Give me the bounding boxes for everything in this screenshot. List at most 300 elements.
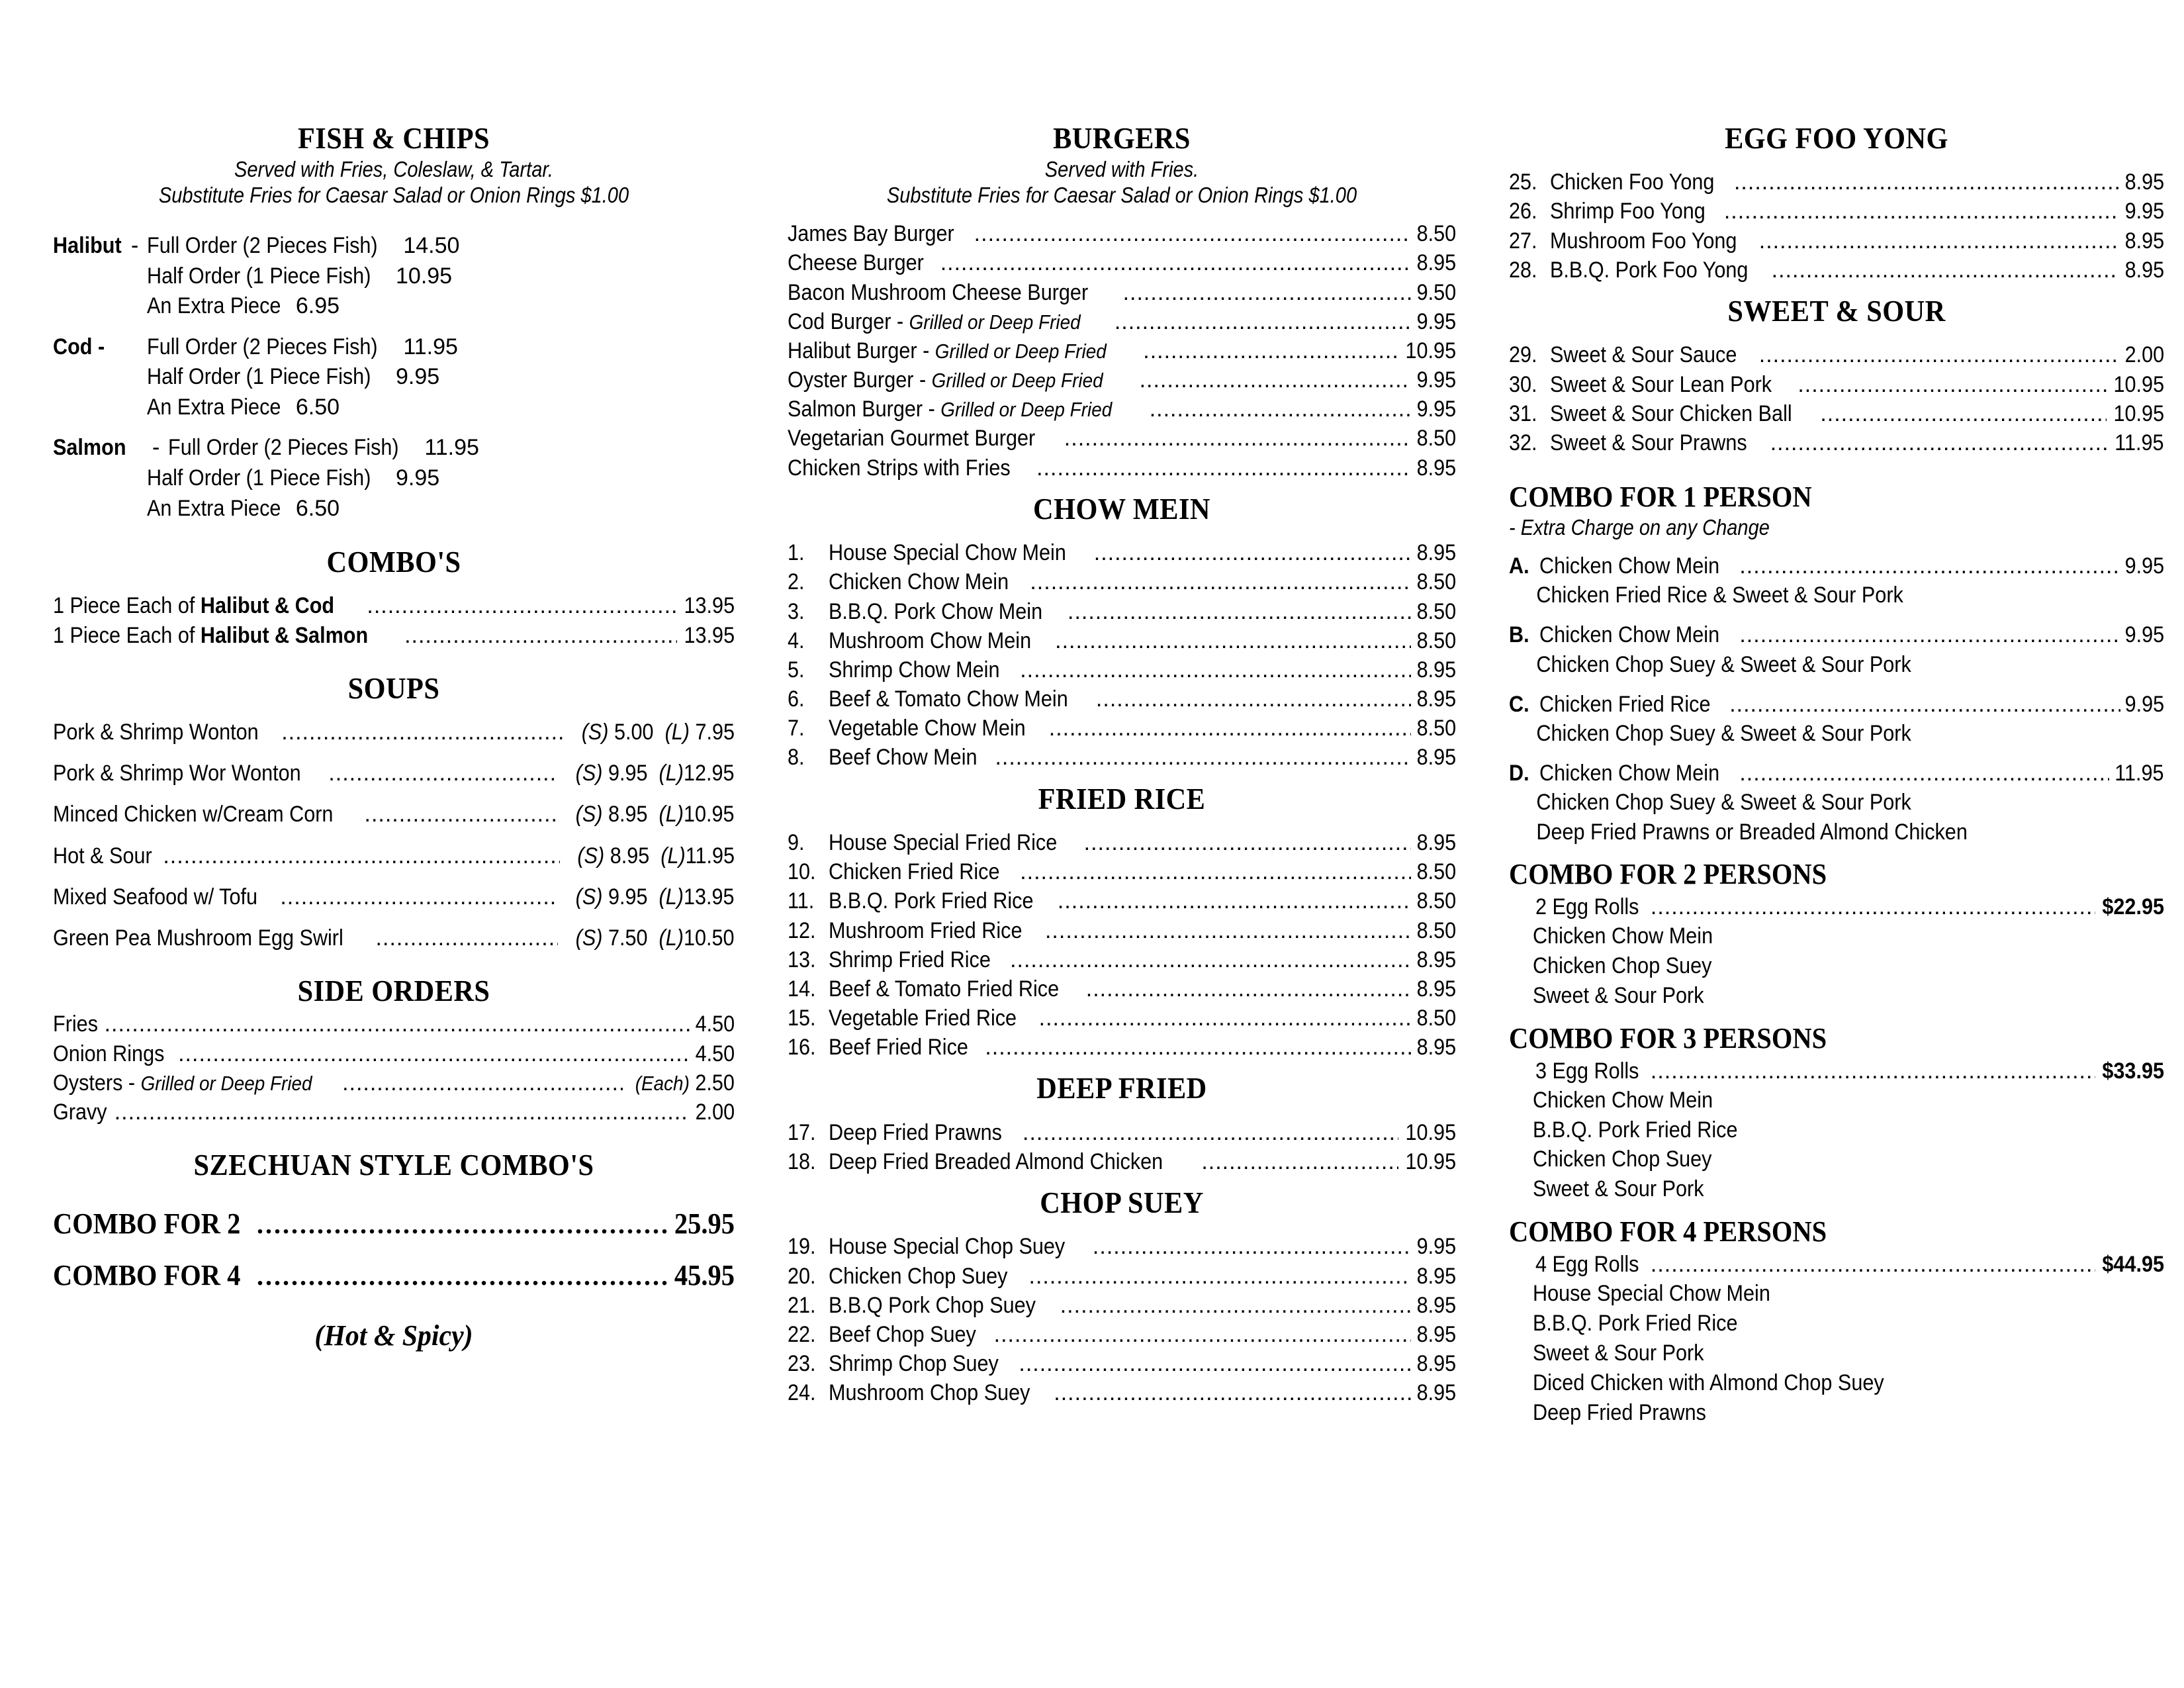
- menu-row[interactable]: [53, 393, 735, 423]
- dot-leader: [1797, 370, 2107, 399]
- item-label: Chicken Fried Rice: [829, 859, 1000, 885]
- item-label: Gravy: [53, 1100, 107, 1125]
- menu-row[interactable]: [1509, 1056, 2164, 1086]
- item-label: Cheese Burger: [788, 250, 924, 276]
- menu-row[interactable]: [1509, 551, 2164, 581]
- item-price: 4.50: [695, 1041, 735, 1066]
- dash: -: [131, 233, 139, 259]
- item-number: 10.: [788, 859, 816, 885]
- dot-leader: [257, 1209, 669, 1241]
- dot-leader: [163, 841, 560, 870]
- menu-row[interactable]: [53, 433, 735, 463]
- item-price: 9.95: [396, 465, 440, 491]
- item-prices: (S) 5.00 (L) 7.95: [581, 720, 735, 745]
- combo-detail-line: Chicken Chop Suey & Sweet & Sour Pork: [1536, 790, 1911, 816]
- item-label: Vegetarian Gourmet Burger: [788, 426, 1036, 451]
- menu-row[interactable]: [788, 453, 1456, 483]
- item-label: Beef & Tomato Chow Mein: [829, 686, 1068, 712]
- item-price: 4.50: [695, 1011, 735, 1037]
- item-price: (Each) 2.50: [635, 1070, 735, 1096]
- dot-leader: [1140, 365, 1411, 395]
- item-label: Mushroom Foo Yong: [1550, 228, 1737, 254]
- menu-row[interactable]: [788, 567, 1456, 596]
- dot-leader: [1096, 684, 1411, 714]
- menu-row[interactable]: [788, 1378, 1456, 1407]
- item-label: 3 Egg Rolls: [1535, 1058, 1639, 1084]
- item-price: 9.95: [1416, 367, 1456, 393]
- dot-leader: [1045, 916, 1411, 945]
- item-label: Chicken Fried Rice: [1539, 691, 1711, 717]
- item-price: 6.95: [295, 293, 340, 319]
- combo-detail-line: Diced Chicken with Almond Chop Suey: [1533, 1370, 1884, 1396]
- dot-leader: [940, 248, 1411, 277]
- menu-row[interactable]: [788, 1320, 1456, 1349]
- combo-letter: A.: [1509, 553, 1529, 579]
- item-label: Full Order (2 Pieces Fish): [168, 435, 399, 461]
- item-price: 11.95: [2115, 761, 2164, 786]
- item-label: Half Order (1 Piece Fish): [147, 465, 371, 491]
- item-label: 4 Egg Rolls: [1535, 1252, 1639, 1278]
- menu-row[interactable]: [788, 684, 1456, 714]
- item-price: 13.95: [684, 593, 735, 619]
- menu-row[interactable]: [1509, 399, 2164, 428]
- section-heading-combo-for-4-persons: COMBO FOR 4 PERSONS: [1509, 1215, 1827, 1248]
- item-label: Shrimp Fried Rice: [829, 947, 991, 972]
- item-price: 13.95: [684, 622, 735, 648]
- item-number: 23.: [788, 1351, 816, 1377]
- item-price: 8.95: [1416, 1351, 1456, 1377]
- dot-leader: [1084, 828, 1411, 857]
- dot-leader: [280, 882, 558, 912]
- menu-row[interactable]: [53, 494, 735, 524]
- combo-letter: B.: [1509, 622, 1529, 648]
- item-price: 8.50: [1416, 859, 1456, 885]
- fish-group-salmon: [53, 433, 735, 524]
- dot-leader: [1019, 1349, 1410, 1378]
- item-price: 10.95: [396, 263, 453, 289]
- dot-leader: [1123, 278, 1411, 307]
- menu-row[interactable]: [53, 759, 735, 788]
- item-number: 6.: [788, 686, 805, 712]
- item-label: Beef & Tomato Fried Rice: [829, 976, 1060, 1002]
- item-label: Mushroom Fried Rice: [829, 917, 1023, 943]
- burgers-note-2: Substitute Fries for Caesar Salad or Onion Rings $1.00: [886, 183, 1357, 208]
- dot-leader: [1093, 1232, 1411, 1261]
- item-price: 11.95: [2115, 430, 2164, 455]
- item-price: 8.50: [1416, 598, 1456, 624]
- item-price: 8.95: [1416, 745, 1456, 771]
- item-price: 10.95: [1405, 1119, 1456, 1145]
- dot-leader: [1036, 453, 1411, 483]
- menu-row[interactable]: [53, 1039, 735, 1068]
- item-number: 5.: [788, 657, 805, 682]
- menu-row[interactable]: [53, 1068, 735, 1098]
- item-price: 8.50: [1416, 1006, 1456, 1031]
- dot-leader: [1201, 1147, 1398, 1176]
- item-number: 4.: [788, 628, 805, 653]
- item-price: 9.95: [2124, 691, 2164, 717]
- item-price: 6.50: [295, 495, 340, 521]
- menu-row[interactable]: [788, 538, 1456, 567]
- menu-row[interactable]: [1509, 690, 2164, 719]
- dot-leader: [1115, 307, 1411, 336]
- item-label: B.B.Q. Pork Fried Rice: [829, 888, 1034, 914]
- item-label: Beef Fried Rice: [829, 1035, 968, 1060]
- item-label: Salmon Burger - Grilled or Deep Fried: [788, 397, 1113, 422]
- menu-row[interactable]: [53, 621, 735, 650]
- section-heading-egg-foo-yong: EGG FOO YONG: [1725, 121, 1948, 155]
- dot-leader: [1068, 597, 1411, 626]
- dot-leader: [1064, 424, 1411, 453]
- item-price: 8.95: [2124, 169, 2164, 195]
- combo-detail-line: Sweet & Sour Pork: [1533, 1176, 1704, 1202]
- dot-leader: [1094, 538, 1411, 567]
- menu-row[interactable]: [1509, 226, 2164, 256]
- fish-and-chips-note-2: Substitute Fries for Caesar Salad or Onion Rings $1.00: [158, 183, 629, 208]
- dot-leader: [1086, 974, 1411, 1004]
- item-number: 11.: [788, 888, 815, 914]
- item-number: 7.: [788, 716, 805, 741]
- item-price: 8.95: [1416, 947, 1456, 972]
- menu-row[interactable]: [788, 597, 1456, 626]
- menu-row[interactable]: [53, 923, 735, 953]
- hot-and-spicy-note: (Hot & Spicy): [314, 1319, 473, 1352]
- dot-leader: [1060, 1291, 1411, 1320]
- menu-row[interactable]: [788, 424, 1456, 453]
- menu-row[interactable]: [53, 1098, 735, 1127]
- menu-row[interactable]: [53, 332, 735, 363]
- menu-row[interactable]: [788, 1291, 1456, 1320]
- item-price: 8.95: [1416, 540, 1456, 566]
- item-price: 8.95: [1416, 250, 1456, 276]
- dot-leader: [1651, 892, 2095, 921]
- item-prices: (S) 7.50 (L)10.50: [576, 925, 735, 951]
- item-label: Oyster Burger - Grilled or Deep Fried: [788, 367, 1103, 393]
- middle-column: [748, 122, 1469, 1408]
- dot-leader: [257, 1260, 669, 1292]
- item-number: 20.: [788, 1263, 816, 1289]
- dot-leader: [994, 1320, 1411, 1349]
- menu-row[interactable]: [53, 882, 735, 912]
- section-heading-soups: SOUPS: [347, 671, 440, 705]
- menu-row[interactable]: [1509, 340, 2164, 369]
- item-label: James Bay Burger: [788, 221, 954, 247]
- item-number: 27.: [1509, 228, 1537, 254]
- item-price: 8.95: [1416, 657, 1456, 682]
- combo-detail-line: House Special Chow Mein: [1533, 1281, 1770, 1307]
- dot-leader: [365, 800, 559, 829]
- menu-row[interactable]: [1509, 167, 2164, 197]
- menu-row[interactable]: [1509, 197, 2164, 226]
- dot-leader: [178, 1039, 690, 1068]
- item-number: 12.: [788, 917, 816, 943]
- menu-row[interactable]: [788, 945, 1456, 974]
- item-number: 22.: [788, 1321, 816, 1347]
- item-label: Sweet & Sour Sauce: [1550, 342, 1737, 368]
- menu-row[interactable]: [788, 1118, 1456, 1147]
- menu-row[interactable]: [53, 291, 735, 322]
- item-label: Chicken Chow Mein: [829, 569, 1009, 595]
- item-prices: (S) 8.95 (L)11.95: [577, 843, 735, 868]
- section-heading-burgers: BURGERS: [1053, 121, 1191, 155]
- dot-leader: [1030, 567, 1410, 596]
- item-price: 10.95: [1405, 1149, 1456, 1174]
- menu-row[interactable]: [788, 248, 1456, 277]
- dot-leader: [1734, 167, 2119, 197]
- dot-leader: [1739, 759, 2109, 788]
- menu-row[interactable]: [788, 1147, 1456, 1176]
- item-price: 9.95: [2124, 622, 2164, 648]
- dot-leader: [328, 759, 558, 788]
- dot-leader: [1770, 428, 2109, 457]
- dot-leader: [1023, 1118, 1398, 1147]
- combo-detail-line: Deep Fried Prawns: [1533, 1399, 1706, 1425]
- dot-leader: [1049, 714, 1411, 743]
- item-label: Half Order (1 Piece Fish): [147, 364, 371, 390]
- menu-row[interactable]: [53, 231, 735, 261]
- item-label: COMBO FOR 2: [53, 1207, 241, 1240]
- item-label: An Extra Piece: [147, 293, 281, 319]
- menu-row[interactable]: [53, 718, 735, 747]
- menu-row[interactable]: [788, 714, 1456, 743]
- item-number: 31.: [1509, 400, 1537, 426]
- left-column: [46, 122, 748, 1352]
- dot-leader: [342, 1068, 623, 1098]
- menu-row[interactable]: [1509, 759, 2164, 788]
- combo-detail-line: B.B.Q. Pork Fried Rice: [1533, 1311, 1738, 1336]
- item-number: 26.: [1509, 199, 1537, 224]
- menu-row[interactable]: [788, 1349, 1456, 1378]
- menu-row[interactable]: [53, 463, 735, 494]
- item-label: House Special Chop Suey: [829, 1234, 1066, 1260]
- item-label: Sweet & Sour Lean Pork: [1550, 371, 1772, 397]
- dot-leader: [105, 1009, 690, 1039]
- item-prices: (S) 9.95 (L)13.95: [576, 884, 735, 910]
- section-heading-combos: COMBO'S: [326, 545, 461, 579]
- menu-row[interactable]: [53, 1009, 735, 1039]
- dot-leader: [985, 1033, 1410, 1062]
- item-price: 9.95: [1416, 308, 1456, 334]
- item-label: Shrimp Chop Suey: [829, 1351, 999, 1377]
- item-number: 9.: [788, 829, 805, 855]
- item-label: Pork & Shrimp Wonton: [53, 720, 259, 745]
- menu-row[interactable]: [788, 395, 1456, 424]
- section-heading-combo-for-2-persons: COMBO FOR 2 PERSONS: [1509, 857, 1827, 890]
- item-price: 8.50: [1416, 628, 1456, 653]
- menu-row[interactable]: [53, 362, 735, 393]
- menu-row[interactable]: [1509, 620, 2164, 649]
- item-label: Deep Fried Prawns: [829, 1119, 1002, 1145]
- menu-row[interactable]: [788, 743, 1456, 772]
- section-heading-fish-and-chips: FISH & CHIPS: [297, 121, 490, 155]
- item-label: Chicken Strips with Fries: [788, 455, 1011, 481]
- item-price: 9.95: [2124, 199, 2164, 224]
- combo-detail-line: Chicken Chow Mein: [1533, 923, 1713, 949]
- menu-row[interactable]: [788, 278, 1456, 307]
- section-heading-combo-for-1-person: COMBO FOR 1 PERSON: [1509, 481, 1812, 514]
- dot-leader: [1724, 197, 2119, 226]
- menu-row[interactable]: [788, 974, 1456, 1004]
- burgers-note-1: Served with Fries.: [1044, 157, 1199, 182]
- item-number: 15.: [788, 1006, 816, 1031]
- item-label: House Special Chow Mein: [829, 540, 1066, 566]
- item-label: Mixed Seafood w/ Tofu: [53, 884, 258, 910]
- dot-leader: [367, 591, 677, 620]
- section-heading-combo-for-3-persons: COMBO FOR 3 PERSONS: [1509, 1021, 1827, 1055]
- menu-row[interactable]: [1509, 428, 2164, 457]
- item-label: 1 Piece Each of Halibut & Salmon: [53, 622, 369, 648]
- item-label: Hot & Sour: [53, 843, 152, 868]
- item-label: Onion Rings: [53, 1041, 165, 1066]
- item-price: 8.50: [1416, 426, 1456, 451]
- item-price: 9.95: [2124, 553, 2164, 579]
- item-label: Pork & Shrimp Wor Wonton: [53, 761, 301, 786]
- item-label: Beef Chow Mein: [829, 745, 978, 771]
- combo-detail-line: B.B.Q. Pork Fried Rice: [1533, 1117, 1738, 1143]
- item-price: 10.95: [2113, 371, 2164, 397]
- menu-row[interactable]: [53, 841, 735, 870]
- menu-row[interactable]: [53, 591, 735, 620]
- item-price: 9.95: [396, 364, 440, 390]
- dot-leader: [1143, 336, 1398, 365]
- item-price: 6.50: [295, 394, 340, 420]
- item-number: 19.: [788, 1234, 816, 1260]
- dot-leader: [1020, 655, 1411, 684]
- menu-row[interactable]: [53, 1207, 735, 1242]
- item-label: Chicken Chow Mein: [1539, 761, 1720, 786]
- item-label: Full Order (2 Pieces Fish): [147, 233, 378, 259]
- menu-row[interactable]: [788, 1033, 1456, 1062]
- item-price: 8.95: [1416, 455, 1456, 481]
- combo-detail-line: Sweet & Sour Pork: [1533, 1340, 1704, 1366]
- item-number: 17.: [788, 1119, 816, 1145]
- item-label: B.B.Q Pork Chop Suey: [829, 1292, 1036, 1318]
- item-number: 21.: [788, 1292, 816, 1318]
- item-price: 8.95: [1416, 1263, 1456, 1289]
- item-price: 8.95: [1416, 1321, 1456, 1347]
- item-number: 14.: [788, 976, 816, 1002]
- section-heading-sweet-and-sour: SWEET & SOUR: [1727, 294, 1946, 328]
- menu-row[interactable]: [788, 219, 1456, 248]
- item-price: 8.95: [1416, 1380, 1456, 1406]
- item-price: 8.50: [1416, 716, 1456, 741]
- menu-row[interactable]: [788, 886, 1456, 915]
- dot-leader: [1820, 399, 2107, 428]
- menu-row[interactable]: [53, 261, 735, 292]
- menu-row[interactable]: [788, 1004, 1456, 1033]
- menu-row[interactable]: [788, 1262, 1456, 1291]
- item-label: Shrimp Chow Mein: [829, 657, 1000, 682]
- item-label: Shrimp Foo Yong: [1550, 199, 1706, 224]
- menu-row[interactable]: [788, 828, 1456, 857]
- menu-row[interactable]: [788, 336, 1456, 365]
- dot-leader: [1759, 340, 2119, 369]
- item-label: Half Order (1 Piece Fish): [147, 263, 371, 289]
- item-label: Halibut Burger - Grilled or Deep Fried: [788, 338, 1107, 363]
- dot-leader: [1651, 1056, 2095, 1086]
- item-number: 1.: [788, 540, 805, 566]
- menu-row[interactable]: [788, 1232, 1456, 1261]
- menu-row[interactable]: [788, 916, 1456, 945]
- combo-detail-line: Chicken Chow Mein: [1533, 1087, 1713, 1113]
- menu-row[interactable]: [788, 655, 1456, 684]
- section-heading-side-orders: SIDE ORDERS: [297, 974, 490, 1008]
- item-price: $33.95: [2102, 1058, 2164, 1084]
- menu-row[interactable]: [788, 626, 1456, 655]
- item-price: $44.95: [2102, 1252, 2164, 1278]
- item-label: An Extra Piece: [147, 394, 281, 420]
- item-price: 8.50: [1416, 917, 1456, 943]
- item-label: Sweet & Sour Prawns: [1550, 430, 1747, 455]
- item-price: 8.50: [1416, 888, 1456, 914]
- item-price: 9.95: [1416, 1234, 1456, 1260]
- item-number: 3.: [788, 598, 805, 624]
- item-price: 8.95: [2124, 257, 2164, 283]
- item-label: 2 Egg Rolls: [1535, 894, 1639, 919]
- dot-leader: [376, 923, 559, 953]
- item-price: $22.95: [2102, 894, 2164, 919]
- dot-leader: [1739, 620, 2120, 649]
- item-price: 2.00: [2124, 342, 2164, 368]
- menu-row[interactable]: [1509, 370, 2164, 399]
- item-number: 25.: [1509, 169, 1537, 195]
- item-label: Vegetable Chow Mein: [829, 716, 1026, 741]
- dot-leader: [1039, 1004, 1411, 1033]
- menu-row[interactable]: [788, 365, 1456, 395]
- item-number: 2.: [788, 569, 805, 595]
- item-label: Oysters - Grilled or Deep Fried: [53, 1070, 312, 1096]
- section-heading-deep-fried: DEEP FRIED: [1036, 1071, 1207, 1105]
- item-price: 11.95: [403, 334, 458, 359]
- item-label: Deep Fried Breaded Almond Chicken: [829, 1149, 1163, 1174]
- menu-row[interactable]: [53, 1258, 735, 1293]
- menu-row[interactable]: [788, 857, 1456, 886]
- item-label: B.B.Q. Pork Chow Mein: [829, 598, 1043, 624]
- fish-name: Cod -: [53, 334, 105, 359]
- item-number: 32.: [1509, 430, 1537, 455]
- dot-leader: [1029, 1262, 1411, 1291]
- menu-row[interactable]: [1509, 256, 2164, 285]
- section-heading-chop-suey: CHOP SUEY: [1040, 1186, 1204, 1220]
- item-price: 11.95: [424, 435, 479, 461]
- menu-row[interactable]: [1509, 892, 2164, 921]
- item-number: 28.: [1509, 257, 1537, 283]
- item-price: 8.50: [1416, 569, 1456, 595]
- item-price: 2.00: [695, 1100, 735, 1125]
- combo-detail-line: Chicken Chop Suey: [1533, 953, 1712, 978]
- item-label: Minced Chicken w/Cream Corn: [53, 802, 334, 827]
- item-label: Chicken Chow Mein: [1539, 622, 1720, 648]
- combo-detail-line: Chicken Fried Rice & Sweet & Sour Pork: [1536, 583, 1903, 608]
- combo-for-1-note: - Extra Charge on any Change: [1509, 515, 1770, 540]
- item-price: 8.50: [1416, 221, 1456, 247]
- item-number: 13.: [788, 947, 816, 972]
- dot-leader: [114, 1098, 690, 1127]
- item-label: Mushroom Chow Mein: [829, 628, 1032, 653]
- section-heading-fried-rice: FRIED RICE: [1038, 781, 1206, 816]
- menu-row[interactable]: [1509, 1250, 2164, 1279]
- dash: -: [152, 435, 160, 461]
- menu-row[interactable]: [53, 800, 735, 829]
- fish-group-cod: [53, 332, 735, 423]
- menu-row[interactable]: [788, 307, 1456, 336]
- dot-leader: [1739, 551, 2120, 581]
- item-price: 9.50: [1416, 279, 1456, 305]
- item-price: 9.95: [1416, 397, 1456, 422]
- item-label: Mushroom Chop Suey: [829, 1380, 1030, 1406]
- item-price: 8.95: [2124, 228, 2164, 254]
- item-price: 45.95: [674, 1259, 735, 1292]
